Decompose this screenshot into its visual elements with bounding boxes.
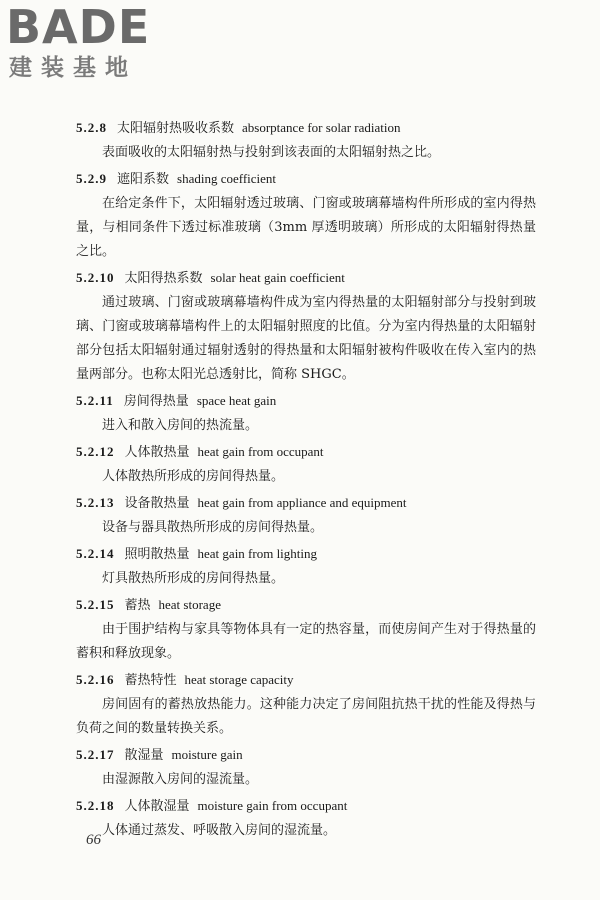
- term-chinese: 照明散热量: [124, 547, 190, 562]
- term-number: 5.2.9: [76, 171, 107, 186]
- term-number: 5.2.17: [76, 747, 115, 762]
- term-definition: 通过玻璃、门窗或玻璃幕墙构件成为室内得热量的太阳辐射部分与投射到玻璃、门窗或玻璃幕墙构件上的太阳辐射照度的比值。分为室内得热量的太阳辐射部分包括太阳辐射通过辐射透射的得热量和太阳辐射被构件吸收在传入室内的热量两部分。也称太阳光总透射比，简称 SHGC。: [76, 295, 536, 382]
- term-chinese: 蓄热: [124, 598, 151, 613]
- term-definition: 进入和散入房间的热流量。: [102, 418, 259, 433]
- page-number: 66: [86, 832, 101, 848]
- glossary-entry: [76, 116, 536, 165]
- term-english: moisture gain: [171, 747, 243, 762]
- term-number: 5.2.11: [76, 393, 114, 408]
- term-chinese: 人体散热量: [124, 445, 190, 460]
- term-line: [76, 167, 536, 192]
- term-line: [76, 794, 536, 819]
- term-chinese: 人体散湿量: [124, 799, 190, 814]
- term-definition: 由于围护结构与家具等物体具有一定的热容量，而使房间产生对于得热量的蓄积和释放现象。: [76, 622, 536, 661]
- term-number: 5.2.8: [76, 120, 107, 135]
- term-line: [76, 116, 536, 141]
- term-definition: 房间固有的蓄热放热能力。这种能力决定了房间阻抗热干扰的性能及得热与负荷之间的数量转换关系。: [76, 697, 536, 736]
- term-english: heat storage capacity: [184, 672, 294, 687]
- term-line: [76, 389, 536, 414]
- term-chinese: 设备散热量: [124, 496, 190, 511]
- term-chinese: 蓄热特性: [124, 673, 177, 688]
- term-chinese: 太阳辐射热吸收系数: [117, 121, 235, 136]
- term-english: heat gain from lighting: [197, 546, 318, 561]
- term-english: absorptance for solar radiation: [242, 120, 401, 135]
- term-number: 5.2.18: [76, 798, 115, 813]
- term-line: [76, 440, 536, 465]
- term-line: [76, 266, 536, 291]
- term-definition: 在给定条件下，太阳辐射透过玻璃、门窗或玻璃幕墙构件所形成的室内得热量，与相同条件下透过标准玻璃（3mm 厚透明玻璃）所形成的太阳辐射得热量之比。: [76, 196, 536, 259]
- term-definition: 人体散热所形成的房间得热量。: [102, 469, 285, 484]
- glossary-entry: [76, 794, 536, 843]
- glossary-entry: [76, 491, 536, 540]
- term-english: heat gain from appliance and equipment: [197, 495, 407, 510]
- glossary-entry: [76, 167, 536, 264]
- term-chinese: 房间得热量: [123, 394, 189, 409]
- term-english: moisture gain from occupant: [197, 798, 348, 813]
- term-definition: 灯具散热所形成的房间得热量。: [102, 571, 285, 586]
- term-number: 5.2.12: [76, 444, 115, 459]
- glossary-entry: [76, 542, 536, 591]
- term-line: [76, 668, 536, 693]
- term-chinese: 太阳得热系数: [124, 271, 203, 286]
- logo-subtitle: 建装基地: [9, 55, 137, 81]
- glossary-entry: [76, 743, 536, 792]
- term-definition: 设备与器具散热所形成的房间得热量。: [102, 520, 324, 535]
- term-line: [76, 743, 536, 768]
- term-definition: 人体通过蒸发、呼吸散入房间的湿流量。: [102, 823, 337, 838]
- term-line: [76, 542, 536, 567]
- term-english: shading coefficient: [177, 171, 277, 186]
- glossary-entry: [76, 266, 536, 387]
- term-line: [76, 491, 536, 516]
- term-chinese: 散湿量: [124, 748, 164, 763]
- term-definition: 表面吸收的太阳辐射热与投射到该表面的太阳辐射热之比。: [102, 145, 441, 160]
- glossary-section: [76, 116, 536, 845]
- term-number: 5.2.10: [76, 270, 115, 285]
- term-number: 5.2.16: [76, 672, 115, 687]
- term-number: 5.2.13: [76, 495, 115, 510]
- site-logo: [6, 2, 186, 82]
- term-english: solar heat gain coefficient: [210, 270, 345, 285]
- term-number: 5.2.14: [76, 546, 115, 561]
- term-number: 5.2.15: [76, 597, 115, 612]
- glossary-entry: [76, 593, 536, 666]
- term-chinese: 遮阳系数: [117, 172, 170, 187]
- term-definition: 由湿源散入房间的湿流量。: [102, 772, 259, 787]
- glossary-entry: [76, 440, 536, 489]
- glossary-entry: [76, 389, 536, 438]
- glossary-entry: [76, 668, 536, 741]
- term-english: space heat gain: [196, 393, 277, 408]
- logo-brand-text: BADE: [6, 0, 151, 54]
- term-english: heat storage: [158, 597, 221, 612]
- term-english: heat gain from occupant: [197, 444, 324, 459]
- term-line: [76, 593, 536, 618]
